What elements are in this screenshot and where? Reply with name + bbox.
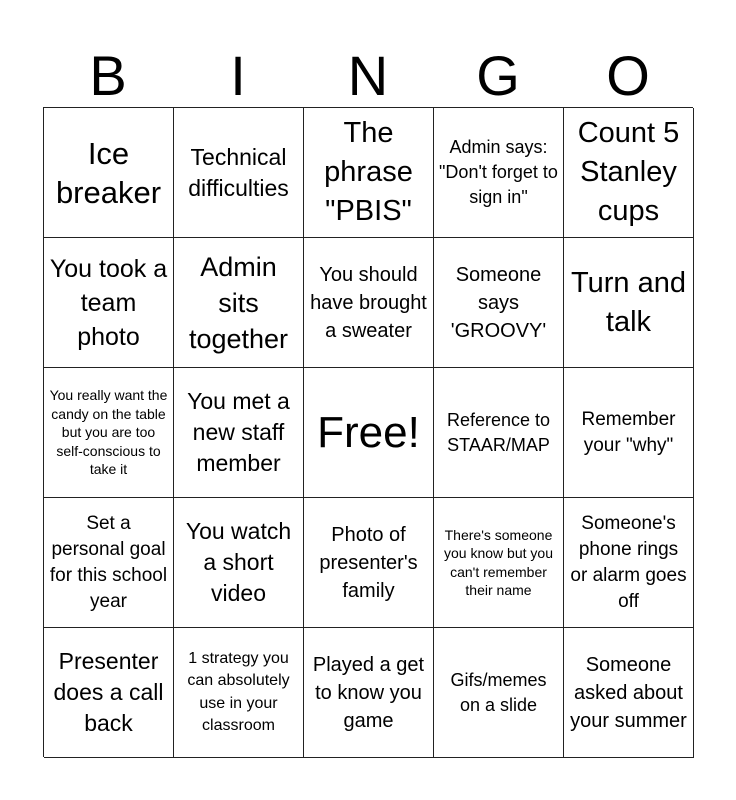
bingo-cell-o3[interactable] bbox=[564, 368, 694, 498]
bingo-cell-b3[interactable] bbox=[44, 368, 174, 498]
cell-text: You watch a short video bbox=[185, 518, 292, 606]
cell-text: You met a new staff member bbox=[187, 388, 290, 476]
bingo-cell-i1[interactable] bbox=[174, 108, 304, 238]
bingo-board bbox=[43, 107, 693, 757]
bingo-cell-o1[interactable] bbox=[564, 108, 694, 238]
bingo-cell-g2[interactable] bbox=[434, 238, 564, 368]
bingo-cell-g1[interactable] bbox=[434, 108, 564, 238]
bingo-cell-g4[interactable] bbox=[434, 498, 564, 628]
cell-text: 1 strategy you can absolutely use in your classroom bbox=[187, 649, 290, 734]
cell-text: The phrase "PBIS" bbox=[324, 117, 413, 227]
cell-text: Ice breaker bbox=[55, 135, 162, 210]
cell-text: Remember your "why" bbox=[581, 408, 676, 456]
cell-text: Presenter does a call back bbox=[53, 648, 164, 736]
free-space-text: Free! bbox=[317, 407, 420, 457]
bingo-cell-g5[interactable] bbox=[434, 628, 564, 758]
bingo-cell-n2[interactable] bbox=[304, 238, 434, 368]
bingo-cell-i3[interactable] bbox=[174, 368, 304, 498]
header-letter-b: B bbox=[89, 44, 127, 107]
cell-text: Photo of presenter's family bbox=[319, 523, 418, 602]
bingo-cell-i4[interactable] bbox=[174, 498, 304, 628]
cell-text: Technical difficulties bbox=[188, 143, 289, 201]
cell-text: Admin sits together bbox=[188, 251, 289, 354]
cell-text: Someone's phone rings or alarm goes off bbox=[570, 512, 687, 612]
cell-text: Set a personal goal for this school year bbox=[49, 512, 168, 612]
header-letter-i: I bbox=[230, 44, 246, 107]
bingo-cell-n5[interactable] bbox=[304, 628, 434, 758]
bingo-cell-i2[interactable] bbox=[174, 238, 304, 368]
cell-text: There's someone you know but you can't remember their name bbox=[444, 526, 553, 598]
cell-text: Someone asked about your summer bbox=[570, 653, 687, 732]
bingo-cell-o4[interactable] bbox=[564, 498, 694, 628]
bingo-cell-o2[interactable] bbox=[564, 238, 694, 368]
cell-text: You should have brought a sweater bbox=[310, 263, 427, 342]
cell-text: You really want the candy on the table but you are too self-conscious to take it bbox=[49, 387, 168, 478]
bingo-header bbox=[43, 44, 693, 108]
header-letter-n: N bbox=[347, 44, 389, 107]
cell-text: Turn and talk bbox=[571, 266, 686, 338]
cell-text: Count 5 Stanley cups bbox=[577, 117, 680, 227]
bingo-cell-n1[interactable] bbox=[304, 108, 434, 238]
cell-text: Played a get to know you game bbox=[312, 653, 425, 732]
bingo-cell-b2[interactable] bbox=[44, 238, 174, 368]
cell-text: Gifs/memes on a slide bbox=[450, 669, 547, 715]
cell-text: You took a team photo bbox=[49, 254, 168, 351]
bingo-cell-b1[interactable] bbox=[44, 108, 174, 238]
bingo-cell-n4[interactable] bbox=[304, 498, 434, 628]
cell-text: Someone says 'GROOVY' bbox=[450, 263, 547, 342]
cell-text: Admin says: "Don't forget to sign in" bbox=[439, 137, 558, 207]
bingo-cell-g3[interactable] bbox=[434, 368, 564, 498]
bingo-cell-i5[interactable] bbox=[174, 628, 304, 758]
header-letter-g: G bbox=[476, 44, 520, 107]
header-letter-o: O bbox=[606, 44, 650, 107]
bingo-cell-free[interactable] bbox=[304, 368, 434, 498]
bingo-cell-b5[interactable] bbox=[44, 628, 174, 758]
bingo-cell-o5[interactable] bbox=[564, 628, 694, 758]
cell-text: Reference to STAAR/MAP bbox=[446, 409, 551, 455]
bingo-cell-b4[interactable] bbox=[44, 498, 174, 628]
